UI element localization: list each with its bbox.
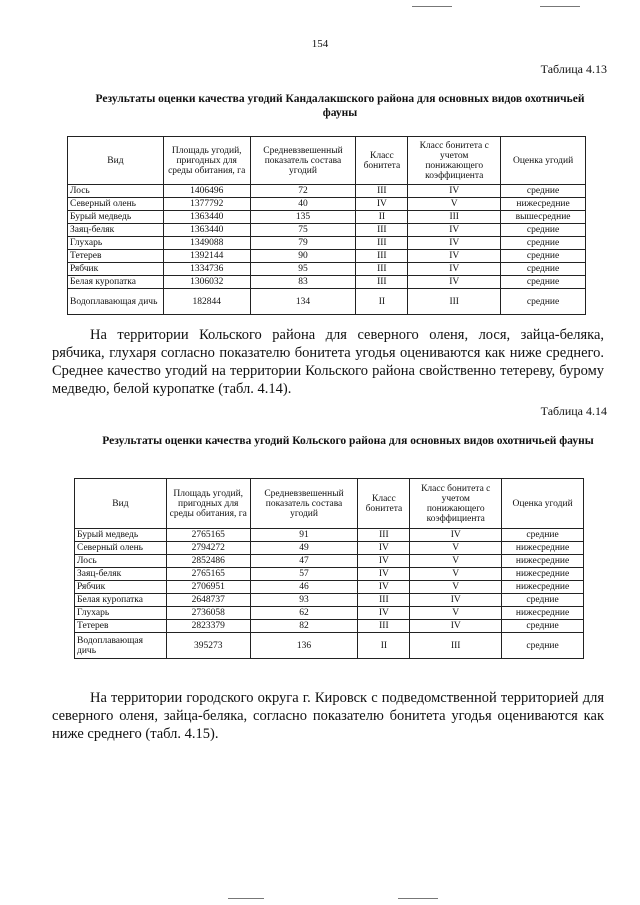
table-cell: 72 [250, 185, 356, 198]
table-cell: V [410, 568, 502, 581]
table-cell: 40 [250, 198, 356, 211]
table-cell: вышесредние [501, 211, 586, 224]
table-cell: 1334736 [163, 263, 250, 276]
table-cell: 95 [250, 263, 356, 276]
table-row [75, 555, 584, 568]
table-caption-4-14: Результаты оценки качества угодий Кольского района для основных видов охотничьей фауны [102, 435, 594, 447]
table-cell: IV [358, 542, 410, 555]
table-cell: 2852486 [166, 555, 250, 568]
table-cell: III [408, 289, 501, 315]
table-cell: 136 [250, 633, 358, 659]
table-cell: 62 [250, 607, 358, 620]
table-cell: III [410, 633, 502, 659]
paragraph-kola: На территории Кольского района для северного оленя, лося, зайца-беляка, рябчика, глухаря согласно показателю бонитета угодья оцениваются как ниже среднего. Среднее качество угодий на территории Кольского района свойственно тетереву, бурому медведю, белой куропатке (табл. 4.14). [52, 327, 604, 397]
table-cell: V [408, 198, 501, 211]
table-cell: V [410, 607, 502, 620]
table-cell: III [356, 185, 408, 198]
table-cell: средние [501, 237, 586, 250]
table-cell: 57 [250, 568, 358, 581]
table-cell: 93 [250, 594, 358, 607]
table-cell: средние [501, 250, 586, 263]
table-cell: Белая куропатка [68, 276, 164, 289]
table-cell: средние [502, 633, 584, 659]
table-cell: 182844 [163, 289, 250, 315]
table-cell: Водоплавающая дичь [68, 289, 164, 315]
table-row [75, 581, 584, 594]
table-cell: Бурый медведь [68, 211, 164, 224]
table-cell: 49 [250, 542, 358, 555]
table-body [75, 529, 584, 659]
table-cell: 79 [250, 237, 356, 250]
table-4-14 [74, 478, 584, 659]
table-cell: Северный олень [68, 198, 164, 211]
table-cell: нижесредние [502, 568, 584, 581]
table-cell: V [410, 555, 502, 568]
table-label-4-13: Таблица 4.13 [540, 62, 607, 76]
table-cell: Глухарь [75, 607, 167, 620]
table-cell: 90 [250, 250, 356, 263]
table-cell: II [356, 211, 408, 224]
header-cell: Оценка угодий [501, 137, 586, 185]
table-cell: IV [408, 263, 501, 276]
header-cell: Площадь угодий, пригодных для среды обитания, га [166, 479, 250, 529]
table-cell: IV [408, 237, 501, 250]
table-cell: IV [410, 620, 502, 633]
table-cell: IV [358, 581, 410, 594]
table-row [68, 289, 586, 315]
table-cell: Лось [68, 185, 164, 198]
header-cell: Вид [75, 479, 167, 529]
table-cell: III [356, 237, 408, 250]
table-cell: III [358, 620, 410, 633]
table-cell: IV [410, 529, 502, 542]
table-cell: средние [501, 289, 586, 315]
scan-artifact [398, 898, 438, 899]
table-cell: IV [408, 250, 501, 263]
table-cell: 1377792 [163, 198, 250, 211]
table-cell: 1363440 [163, 211, 250, 224]
page-number: 154 [311, 38, 329, 50]
table-cell: 47 [250, 555, 358, 568]
table-cell: V [410, 542, 502, 555]
table-cell: нижесредние [502, 607, 584, 620]
table-cell: III [356, 263, 408, 276]
table-cell: средние [501, 224, 586, 237]
table-cell: 134 [250, 289, 356, 315]
table-cell: IV [408, 185, 501, 198]
table-row [68, 263, 586, 276]
table-cell: Рябчик [75, 581, 167, 594]
table-cell: II [356, 289, 408, 315]
table-cell: 1363440 [163, 224, 250, 237]
table-body [68, 185, 586, 315]
table-cell: III [408, 211, 501, 224]
table-cell: 2765165 [166, 529, 250, 542]
table-cell: Лось [75, 555, 167, 568]
table-cell: 46 [250, 581, 358, 594]
table-cell: средние [502, 620, 584, 633]
table-cell: III [356, 250, 408, 263]
table-cell: 2736058 [166, 607, 250, 620]
table-cell: 135 [250, 211, 356, 224]
table-cell: IV [356, 198, 408, 211]
table-cell: 83 [250, 276, 356, 289]
table-cell: Северный олень [75, 542, 167, 555]
table-cell: IV [358, 555, 410, 568]
table-cell: IV [408, 276, 501, 289]
table-cell: 91 [250, 529, 358, 542]
table-row [75, 620, 584, 633]
table-row [68, 237, 586, 250]
header-cell: Вид [68, 137, 164, 185]
table-cell: Белая куропатка [75, 594, 167, 607]
table-cell: 1406496 [163, 185, 250, 198]
table-label-4-14: Таблица 4.14 [540, 404, 607, 418]
header-cell: Оценка угодий [502, 479, 584, 529]
table-row [75, 542, 584, 555]
table-row [75, 529, 584, 542]
table-cell: 2823379 [166, 620, 250, 633]
table-cell: III [356, 276, 408, 289]
table-row [68, 276, 586, 289]
table-cell: Тетерев [75, 620, 167, 633]
table-cell: Тетерев [68, 250, 164, 263]
table-cell: IV [408, 224, 501, 237]
table-row [68, 250, 586, 263]
table-cell: Заяц-беляк [75, 568, 167, 581]
table-cell: III [358, 594, 410, 607]
table-cell: III [358, 529, 410, 542]
scan-artifact [412, 6, 452, 7]
table-cell: Заяц-беляк [68, 224, 164, 237]
paragraph-kirovsk: На территории городского округа г. Кировск с подведомственной территорией для северного оленя, зайца-беляка, согласно показателю бонитета угодья оцениваются как ниже среднего (табл. 4.15). [52, 690, 604, 742]
header-cell: Класс бонитета с учетом понижающего коэффициента [408, 137, 501, 185]
table-cell: 2794272 [166, 542, 250, 555]
table-cell: Бурый медведь [75, 529, 167, 542]
table-row [68, 185, 586, 198]
table-cell: IV [358, 607, 410, 620]
table-cell: 75 [250, 224, 356, 237]
table-cell: II [358, 633, 410, 659]
table-cell: Водоплавающая дичь [75, 633, 167, 659]
scan-artifact [540, 6, 580, 7]
table-cell: 82 [250, 620, 358, 633]
table-cell: V [410, 581, 502, 594]
table-cell: 2765165 [166, 568, 250, 581]
table-row [68, 198, 586, 211]
header-cell: Площадь угодий, пригодных для среды обитания, га [163, 137, 250, 185]
table-cell: 1392144 [163, 250, 250, 263]
table-cell: нижесредние [502, 542, 584, 555]
header-cell: Класс бонитета [356, 137, 408, 185]
table-cell: IV [410, 594, 502, 607]
table-cell: 395273 [166, 633, 250, 659]
scan-artifact [228, 898, 264, 899]
table-cell: 2706951 [166, 581, 250, 594]
table-cell: нижесредние [501, 198, 586, 211]
table-cell: средние [501, 185, 586, 198]
table-cell: Глухарь [68, 237, 164, 250]
table-cell: IV [358, 568, 410, 581]
table-cell: средние [501, 276, 586, 289]
table-cell: средние [502, 594, 584, 607]
table-4-13 [67, 136, 586, 315]
table-cell: 1306032 [163, 276, 250, 289]
table-row [75, 633, 584, 659]
header-cell: Класс бонитета с учетом понижающего коэффициента [410, 479, 502, 529]
table-caption-4-13: Результаты оценки качества угодий Кандалакшского района для основных видов охотничьей фауны [95, 93, 585, 119]
table-cell: средние [502, 529, 584, 542]
header-cell: Класс бонитета [358, 479, 410, 529]
table-cell: нижесредние [502, 555, 584, 568]
table-row [75, 607, 584, 620]
table-row [75, 568, 584, 581]
table-row [68, 211, 586, 224]
table-cell: Рябчик [68, 263, 164, 276]
header-cell: Средневзвешенный показатель состава угодий [250, 137, 356, 185]
table-cell: нижесредние [502, 581, 584, 594]
table-row [75, 594, 584, 607]
table-cell: III [356, 224, 408, 237]
table-row [68, 224, 586, 237]
table-cell: 2648737 [166, 594, 250, 607]
table-cell: средние [501, 263, 586, 276]
table-cell: 1349088 [163, 237, 250, 250]
header-cell: Средневзвешенный показатель состава угодий [250, 479, 358, 529]
